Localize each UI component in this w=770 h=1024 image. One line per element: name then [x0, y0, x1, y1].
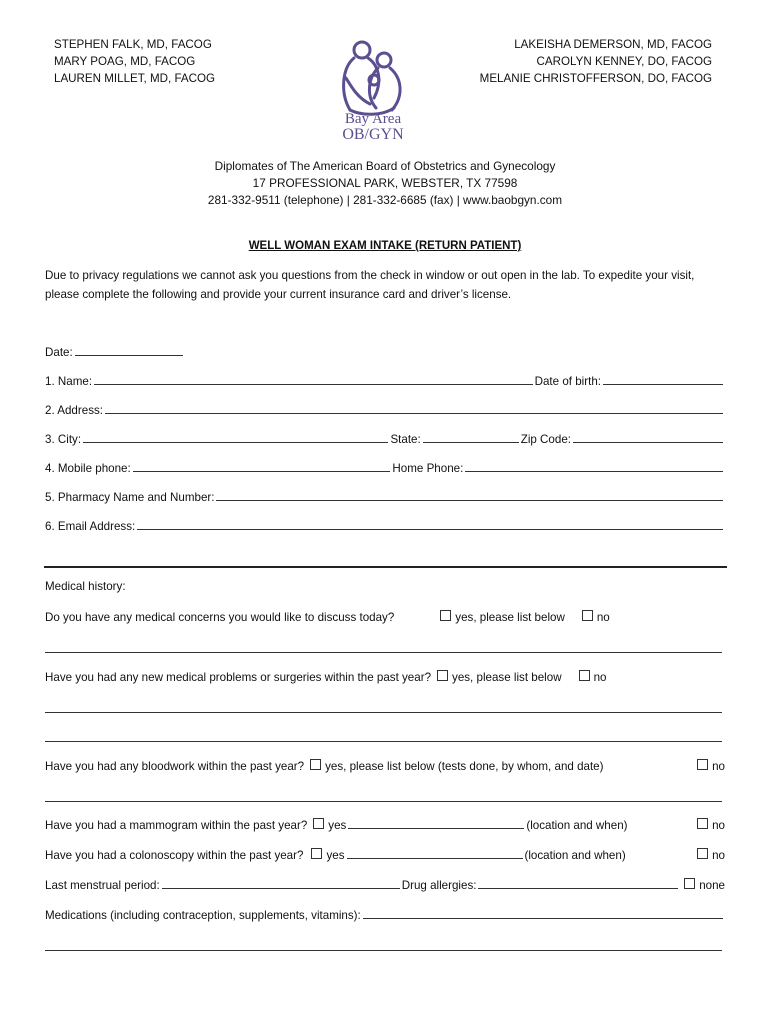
drug-allergies-field[interactable] [478, 878, 678, 889]
pharmacy-field[interactable] [216, 490, 723, 501]
name-label: 1. Name: [45, 375, 93, 388]
bloodwork-question: Have you had any bloodwork within the past year? [45, 760, 305, 773]
state-label: State: [390, 433, 421, 446]
medications-answer-line[interactable] [45, 950, 722, 951]
logo-wordmark [322, 112, 424, 142]
bloodwork-no-label: no [712, 760, 725, 773]
email-label: 6. Email Address: [45, 520, 136, 533]
checkbox[interactable] [697, 818, 708, 829]
city-row [45, 432, 725, 446]
medical-history-title: Medical history: [45, 580, 126, 593]
physician-name: LAKEISHA DEMERSON, MD, FACOG [514, 38, 712, 51]
left-physician-list [54, 36, 215, 87]
name-row [45, 374, 725, 388]
logo-line-1: Bay Area [344, 111, 402, 127]
colonoscopy-question-row [45, 848, 725, 862]
new-problems-no-option[interactable] [579, 670, 607, 684]
zip-field[interactable] [573, 432, 723, 443]
checkbox[interactable] [579, 670, 590, 681]
home-phone-label: Home Phone: [392, 462, 464, 475]
city-field[interactable] [83, 432, 388, 443]
colonoscopy-no-option[interactable] [697, 848, 725, 862]
name-field[interactable] [94, 374, 533, 385]
mammogram-yes-option[interactable] [313, 818, 346, 832]
mammogram-question-row [45, 818, 725, 832]
pharmacy-row [45, 490, 725, 504]
address-field[interactable] [105, 403, 723, 414]
bloodwork-yes-label: yes, please list below (tests done, by whom, and date) [325, 760, 604, 773]
checkbox[interactable] [697, 759, 708, 770]
pharmacy-label: 5. Pharmacy Name and Number: [45, 491, 215, 504]
checkbox[interactable] [311, 848, 322, 859]
colonoscopy-yes-label: yes [326, 849, 345, 862]
right-physician-list [480, 36, 712, 87]
concerns-question: Do you have any medical concerns you would like to discuss today? [45, 611, 395, 624]
checkbox[interactable] [684, 878, 695, 889]
concerns-yes-label: yes, please list below [455, 611, 565, 624]
physician-name: STEPHEN FALK, MD, FACOG [54, 38, 212, 51]
state-field[interactable] [423, 432, 519, 443]
mammogram-details-field[interactable] [348, 818, 524, 829]
bloodwork-question-row [45, 759, 725, 773]
allergies-none-label: none [699, 879, 725, 892]
diplomates-line: Diplomates of The American Board of Obstetrics and Gynecology [214, 159, 556, 173]
new-problems-answer-line[interactable] [45, 741, 722, 742]
date-field[interactable] [75, 345, 183, 356]
physician-name: MARY POAG, MD, FACOG [54, 55, 196, 68]
mammogram-no-option[interactable] [697, 818, 725, 832]
checkbox[interactable] [310, 759, 321, 770]
address-row [45, 403, 725, 417]
colonoscopy-details-field[interactable] [347, 848, 523, 859]
mobile-phone-field[interactable] [133, 461, 391, 472]
checkbox[interactable] [437, 670, 448, 681]
checkbox[interactable] [313, 818, 324, 829]
checkbox[interactable] [582, 610, 593, 621]
mammogram-question: Have you had a mammogram within the past year? [45, 819, 308, 832]
drug-allergies-label: Drug allergies: [401, 879, 477, 892]
colonoscopy-yes-option[interactable] [311, 848, 344, 862]
form-title: WELL WOMAN EXAM INTAKE (RETURN PATIENT) [248, 240, 522, 252]
colonoscopy-no-label: no [712, 849, 725, 862]
concerns-no-label: no [596, 611, 610, 624]
bloodwork-no-option[interactable] [697, 759, 725, 773]
colonoscopy-question: Have you had a colonoscopy within the past year? [45, 849, 304, 862]
concerns-answer-line[interactable] [45, 652, 722, 653]
mammogram-no-label: no [712, 819, 725, 832]
physician-name: CAROLYN KENNEY, DO, FACOG [536, 55, 712, 68]
logo-line-2: OB/GYN [342, 126, 404, 143]
new-problems-question-row [45, 670, 725, 684]
home-phone-field[interactable] [465, 461, 723, 472]
colonoscopy-suffix: (location and when) [524, 849, 626, 862]
physician-name: LAUREN MILLET, MD, FACOG [54, 72, 216, 85]
address-label: 2. Address: [45, 404, 104, 417]
email-row [45, 519, 725, 533]
email-field[interactable] [137, 519, 723, 530]
concerns-question-row [45, 610, 725, 624]
new-problems-no-label: no [593, 671, 607, 684]
zip-label: Zip Code: [520, 433, 571, 446]
date-row [45, 345, 725, 359]
practice-contact: 281-332-9511 (telephone) | 281-332-6685 (fax) | www.baobgyn.com [207, 193, 563, 207]
lmp-allergies-row [45, 878, 725, 892]
new-problems-yes-label: yes, please list below [452, 671, 562, 684]
medications-field[interactable] [363, 908, 723, 919]
intro-paragraph: Due to privacy regulations we cannot ask you questions from the check in window or out open in the lab. To expedite your visit, please complete the following and provide your current insurance card and driver’s license. [45, 269, 695, 301]
new-problems-yes-option[interactable] [437, 670, 562, 684]
section-divider [44, 566, 727, 568]
mobile-phone-label: 4. Mobile phone: [45, 462, 131, 475]
lmp-label: Last menstrual period: [45, 879, 160, 892]
mammogram-yes-label: yes [328, 819, 347, 832]
bloodwork-answer-line[interactable] [45, 801, 722, 802]
physician-name: MELANIE CHRISTOFFERSON, DO, FACOG [479, 72, 712, 85]
city-label: 3. City: [45, 433, 82, 446]
lmp-field[interactable] [162, 878, 400, 889]
medications-row [45, 908, 725, 922]
checkbox[interactable] [697, 848, 708, 859]
dob-field[interactable] [603, 374, 723, 385]
allergies-none-option[interactable] [684, 878, 725, 892]
mammogram-suffix: (location and when) [526, 819, 628, 832]
checkbox[interactable] [440, 610, 451, 621]
bloodwork-yes-option[interactable] [310, 759, 603, 773]
medical-history-heading [45, 580, 725, 593]
practice-address: 17 PROFESSIONAL PARK, WEBSTER, TX 77598 [252, 176, 518, 190]
new-problems-answer-line[interactable] [45, 712, 722, 713]
date-label: Date: [45, 346, 73, 359]
concerns-yes-option[interactable] [440, 610, 565, 624]
medications-label: Medications (including contraception, supplements, vitamins): [45, 909, 361, 922]
new-problems-question: Have you had any new medical problems or surgeries within the past year? [45, 671, 432, 684]
concerns-no-option[interactable] [582, 610, 610, 624]
dob-label: Date of birth: [534, 375, 601, 388]
phone-row [45, 461, 725, 475]
